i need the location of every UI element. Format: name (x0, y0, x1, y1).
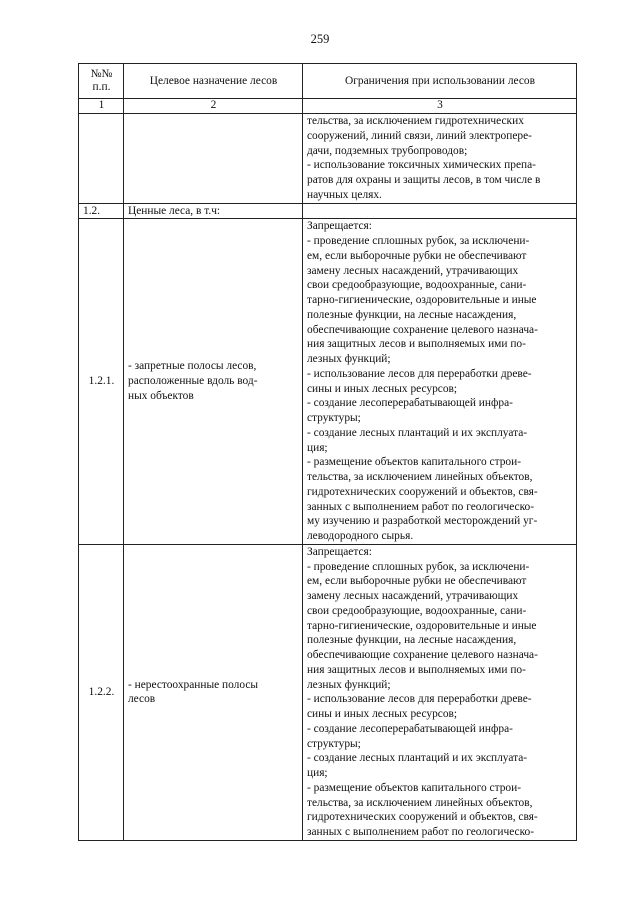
table-row-continued (79, 114, 577, 204)
header-number-line1: №№ (90, 68, 113, 80)
header-number (79, 64, 124, 99)
column-number-row (79, 99, 577, 114)
text-line: полезные функции, на лесные насаждения, (307, 308, 517, 321)
text-line: занных с выполнением работ по геологическо- (307, 500, 535, 513)
text-line: - проведение сплошных рубок, за исключени- (307, 235, 530, 247)
text-line: ем, если выборочные рубки не обеспечивают (307, 575, 527, 588)
text-line: Запрещается: (307, 220, 372, 233)
text-line: - использование лесов для переработки древе- (307, 693, 532, 706)
text-line: - создание лесных плантаций и их эксплуата- (307, 752, 528, 765)
text-line: - создание лесоперерабатывающей инфра- (307, 722, 513, 735)
text-line: тарно-гигиенические, оздоровительные и иные (307, 294, 537, 306)
row-restrictions-cell (303, 114, 577, 204)
text-line: леводородного сырья. (307, 530, 414, 542)
text-line: тельства, за исключением линейных объектов, (307, 471, 533, 483)
text-line: структуры; (307, 737, 361, 750)
text-line: ния защитных лесов и выполняемых ими по- (307, 663, 526, 676)
header-restrictions: Ограничения при использовании лесов (303, 64, 577, 99)
text-line: сины и иных лесных ресурсов; (307, 708, 458, 720)
text-line: - размещение объектов капитального строи- (307, 781, 521, 794)
column-number: 2 (124, 99, 303, 114)
text-line: - создание лесных плантаций и их эксплуата- (307, 426, 528, 439)
row-number-cell: 1.2.2. (79, 544, 124, 840)
table-header-row (79, 64, 577, 99)
text-line: гидротехнических сооружений и объектов, свя- (307, 811, 538, 824)
text-line: ция; (307, 441, 328, 454)
text-line: научных целях. (307, 188, 382, 201)
text-line: - нерестоохранные полосы (128, 678, 259, 691)
page-number: 259 (310, 32, 330, 46)
text-line: сины и иных лесных ресурсов; (307, 382, 458, 395)
table-row-1-2 (79, 203, 577, 219)
header-purpose: Целевое назначение лесов (124, 64, 303, 99)
text-line: обеспечивающие сохранение целевого назнача- (307, 649, 538, 661)
text-line: обеспечивающие сохранение целевого назнача- (307, 323, 538, 336)
row-purpose-cell (124, 114, 303, 204)
row-number-cell (79, 114, 124, 204)
text-line: гидротехнических сооружений и объектов, свя- (307, 485, 538, 498)
text-line: тельства, за исключением линейных объектов, (307, 796, 533, 809)
text-line: лезных функций; (307, 678, 391, 691)
text-line: ния защитных лесов и выполняемых ими по- (307, 338, 526, 351)
text-line: структуры; (307, 412, 361, 424)
row-restrictions-cell (303, 544, 577, 840)
text-line: полезные функции, на лесные насаждения, (307, 634, 517, 647)
row-restrictions-cell (303, 203, 577, 219)
text-line: расположенные вдоль вод- (128, 375, 258, 388)
text-line: - использование лесов для переработки древе- (307, 367, 532, 380)
text-line: замену лесных насаждений, утрачивающих (307, 264, 519, 277)
text-line: лесов (128, 693, 156, 706)
text-line: замену лесных насаждений, утрачивающих (307, 590, 519, 602)
text-line: занных с выполнением работ по геологическо- (307, 826, 535, 838)
row-number-cell: 1.2.1. (79, 219, 124, 545)
forest-restrictions-table (78, 63, 577, 841)
text-line: - создание лесоперерабатывающей инфра- (307, 397, 513, 410)
text-line: свои средообразующие, водоохранные, сани- (307, 279, 527, 292)
row-restrictions-cell (303, 219, 577, 545)
column-number: 3 (303, 99, 577, 114)
text-line: - запретные полосы лесов, (128, 360, 257, 373)
header-number-line2: п.п. (92, 81, 111, 93)
text-line: ных объектов (128, 389, 194, 402)
text-line: тельства, за исключением гидротехнических (307, 115, 524, 127)
text-line: ем, если выборочные рубки не обеспечивают (307, 249, 527, 262)
row-purpose-cell (124, 219, 303, 545)
text-line: тарно-гигиенические, оздоровительные и иные (307, 619, 537, 632)
table-row-1-2-2 (79, 544, 577, 840)
row-number-cell: 1.2. (79, 203, 124, 219)
text-line: Запрещается: (307, 545, 372, 558)
text-line: ция; (307, 767, 328, 779)
row-purpose-cell: Ценные леса, в т.ч: (124, 203, 303, 219)
text-line: сооружений, линий связи, линий электропере- (307, 129, 532, 142)
text-line: свои средообразующие, водоохранные, сани- (307, 604, 527, 617)
column-number: 1 (79, 99, 124, 114)
text-line: лезных функций; (307, 353, 391, 365)
text-line: - размещение объектов капитального строи- (307, 456, 521, 469)
text-line: ратов для охраны и защиты лесов, в том числе в (307, 174, 541, 186)
row-purpose-cell (124, 544, 303, 840)
table-row-1-2-1 (79, 219, 577, 545)
text-line: - проведение сплошных рубок, за исключени- (307, 560, 530, 573)
text-line: му изучению и разработкой месторождений уг- (307, 515, 538, 528)
text-line: дачи, подземных трубопроводов; (307, 144, 468, 157)
text-line: - использование токсичных химических препа- (307, 159, 536, 172)
